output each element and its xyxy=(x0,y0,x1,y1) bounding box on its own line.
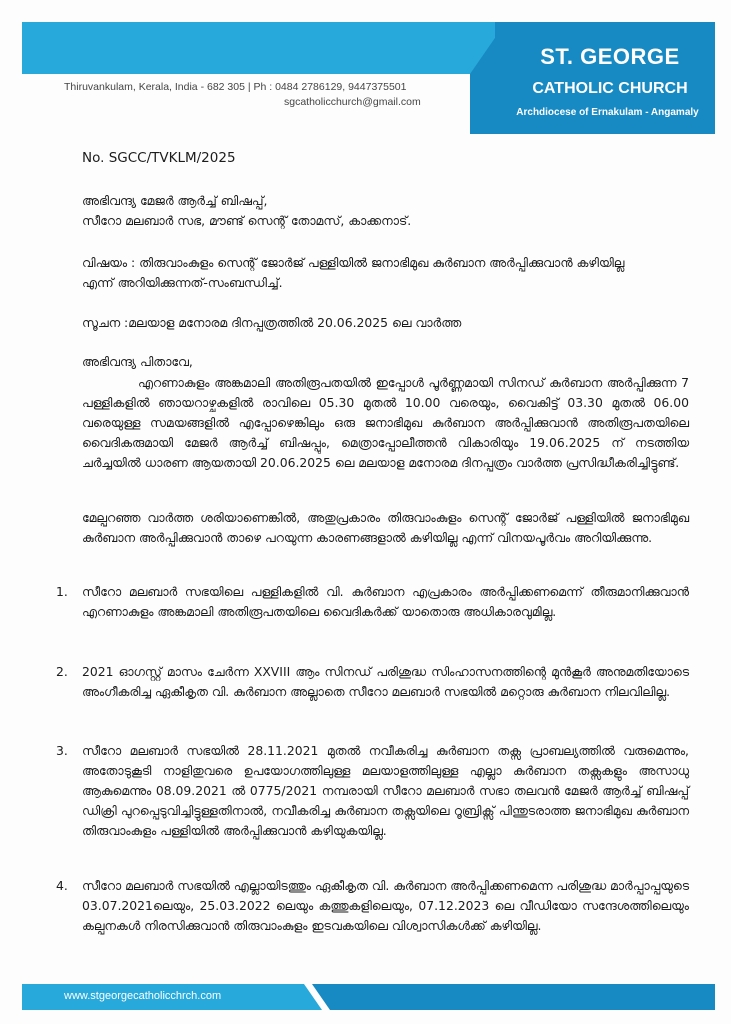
church-address: Thiruvankulam, Kerala, India - 682 305 | Ph : 0484 2786129, 9447375501 xyxy=(64,81,407,93)
subject-line-1: വിഷയം : തിരുവാംകുളം സെന്റ് ജോർജ് പള്ളിയിൽ ജനാഭിമുഖ കുർബാന അർപ്പിക്കുവാൻ കഴിയില്ല xyxy=(82,255,625,270)
church-subtitle: CATHOLIC CHURCH xyxy=(532,80,688,97)
point-text: സീറോ മലബാർ സഭയിൽ 28.11.2021 മുതൽ നവീകരിച്ച കുർബാന തക്സ പ്രാബല്യത്തിൽ വരുമെന്നും, അതോടുകൂടി നാളിതുവരെ ഉപയോഗത്തിലുള്ള മലയാളത്തിലുള്ള എല്ലാ കുർബാന തക്സകളും അസാധു ആകുമെന്നും 08.09.2021 ൽ 0775/2021 നമ്പരായി സീറോ മലബാർ സഭാ തലവൻ മേജർ ആർച്ച് ബിഷപ്പ് ഡിക്രി പുറപ്പെടുവിച്ചിട്ടുള്ളതിനാൽ, നവീകരിച്ച കുർബാന തക്സയിലെ റൂബ്രിക്സ് പിന്തുടരാത്ത ജനാഭിമുഖ കുർബാന തിരുവാംകുളം പള്ളിയിൽ അർപ്പിക്കുവാൻ കഴിയുകയില്ല. xyxy=(82,743,689,838)
church-email: sgcatholicchurch@gmail.com xyxy=(284,96,421,108)
point-number: 3. xyxy=(56,743,68,758)
recipient-line-1: അഭിവന്ദ്യ മേജർ ആർച്ച് ബിഷപ്പ്, xyxy=(82,193,268,208)
recipient-line-2: സീറോ മലബാർ സഭ, മൗണ്ട് സെന്റ് തോമസ്, കാക്കനാട്. xyxy=(82,213,412,228)
paragraph-1: എറണാകുളം അങ്കമാലി അതിരൂപതയിൽ ഇപ്പോൾ പൂർണ്ണമായി സിനഡ് കുർബാന അർപ്പിക്കുന്ന 7 പള്ളികളിൽ ഞായറാഴ്ചകളിൽ രാവിലെ 05.30 മുതൽ 10.00 വരെയും, വൈകിട്ട് 03.30 മുതൽ 06.00 വരെയുള്ള സമയങ്ങളിൽ എപ്പോഴെങ്കിലും ഒരു ജനാഭിമുഖ കുർബാന അർപ്പിക്കുവാൻ അതിരൂപതയിലെ വൈദികരുമായി മേജർ ആർച്ച് ബിഷപ്പും, മെത്രാപ്പോലീത്തൻ വികാരിയും 19.06.2025 ന് നടത്തിയ ചർച്ചയിൽ ധാരണ ആയതായി 20.06.2025 ലെ മലയാള മനോരമ ദിനപ്പത്രം വാർത്ത പ്രസിദ്ധീകരിച്ചിട്ടുണ്ട്. xyxy=(82,375,689,470)
salutation: അഭിവന്ദ്യ പിതാവേ, xyxy=(82,354,193,369)
point-number: 2. xyxy=(56,664,68,679)
point-number: 1. xyxy=(56,584,68,599)
paragraph-2: മേല്പറഞ്ഞ വാർത്ത ശരിയാണെങ്കിൽ, അതുപ്രകാരം തിരുവാംകുളം സെന്റ് ജോർജ് പള്ളിയിൽ ജനാഭിമുഖ കുർബാന അർപ്പിക്കുവാൻ താഴെ പറയുന്ന കാരണങ്ങളാൽ കഴിയില്ല എന്ന് വിനയപൂർവം അറിയിക്കുന്നു. xyxy=(82,510,689,545)
church-name: ST. GEORGE xyxy=(540,44,680,69)
reference-number: No. SGCC/TVKLM/2025 xyxy=(82,150,236,166)
point-text: സീറോ മലബാർ സഭയിൽ എല്ലായിടത്തും ഏകീകൃത വി. കുർബാന അർപ്പിക്കണമെന്ന പരിശുദ്ധ മാർപ്പാപ്പയുടെ 03.07.2021ലെയും, 25.03.2022 ലെയും കത്തുകളിലെയും, 07.12.2023 ലെ വീഡിയോ സന്ദേശത്തിലെയും കല്പനകൾ നിരസിക്കുവാൻ തിരുവാംകുളം ഇടവകയിലെ വിശ്വാസികൾക്ക് കഴിയില്ല. xyxy=(82,878,689,933)
header-band xyxy=(22,22,497,74)
point-number: 4. xyxy=(56,878,68,893)
diocese-name: Archdiocese of Ernakulam - Angamaly xyxy=(516,107,699,118)
reference-note: സൂചന :മലയാള മനോരമ ദിനപ്പത്രത്തിൽ 20.06.2025 ലെ വാർത്ത xyxy=(82,315,462,330)
point-text: 2021 ഓഗസ്റ്റ് മാസം ചേർന്ന XXVIII ആം സിനഡ് പരിശുദ്ധ സിംഹാസനത്തിന്റെ മുൻകൂർ അനുമതിയോടെ അംഗീകരിച്ച ഏകീകൃത വി. കുർബാന അല്ലാതെ സീറോ മലബാർ സഭയിൽ മറ്റൊരു കുർബാന നിലവിലില്ല. xyxy=(82,664,689,699)
point-text: സീറോ മലബാർ സഭയിലെ പള്ളികളിൽ വി. കുർബാന എപ്രകാരം അർപ്പിക്കണമെന്ന് തീരുമാനിക്കുവാൻ എറണാകുളം അങ്കമാലി അതിരൂപതയിലെ വൈദികർക്ക് യാതൊരു അധികാരവുമില്ല. xyxy=(82,584,689,619)
website-link[interactable]: www.stgeorgecatholicchrch.com xyxy=(64,990,222,1002)
subject-line-2: എന്ന് അറിയിക്കുന്നത്-സംബന്ധിച്ച്. xyxy=(82,275,283,290)
